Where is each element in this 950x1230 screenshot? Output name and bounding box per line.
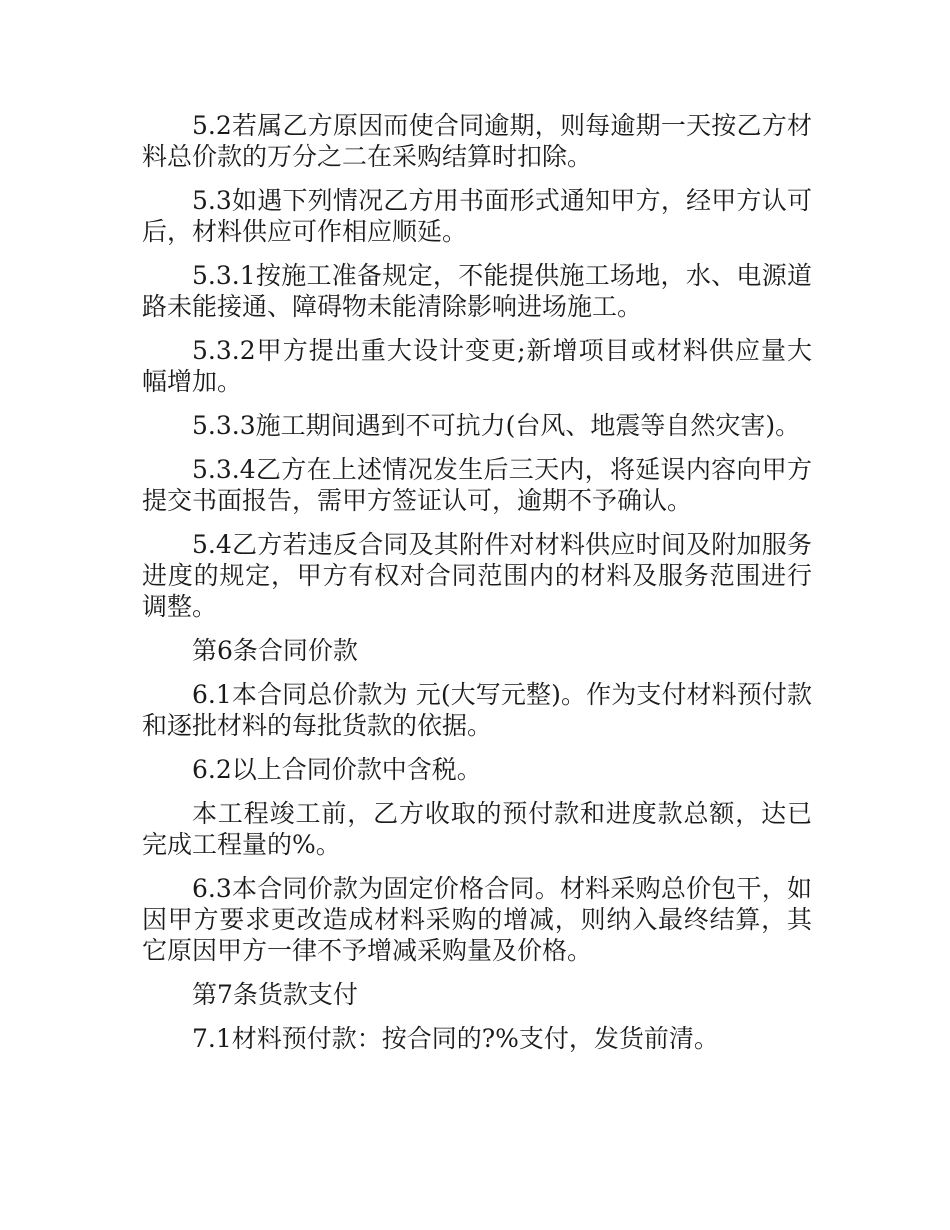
- clause-6-1: 6.1本合同总价款为 元(大写元整)。作为支付材料预付款和逐批材料的每批货款的依据。: [142, 680, 812, 740]
- clause-5-2: 5.2若属乙方原因而使合同逾期，则每逾期一天按乙方材料总价款的万分之二在采购结算时扣除。: [142, 111, 812, 171]
- article-7-heading: 第7条货款支付: [192, 980, 358, 1009]
- clause-6-3: 6.3本合同价款为固定价格合同。材料采购总价包干，如因甲方要求更改造成材料采购的增减，则纳入最终结算，其它原因甲方一律不予增减采购量及价格。: [142, 874, 812, 965]
- clause-5-3-1: 5.3.1按施工准备规定，不能提供施工场地，水、电源道路未能接通、障碍物未能清除影响进场施工。: [142, 261, 812, 321]
- clause-6-2-note: 本工程竣工前，乙方收取的预付款和进度款总额，达已完成工程量的%。: [142, 799, 812, 859]
- clause-5-3: 5.3如遇下列情况乙方用书面形式通知甲方，经甲方认可后，材料供应可作相应顺延。: [142, 186, 812, 246]
- document-body: [142, 110, 812, 1067]
- clause-5-4: 5.4乙方若违反合同及其附件对材料供应时间及附加服务进度的规定，甲方有权对合同范围内的材料及服务范围进行调整。: [142, 530, 812, 621]
- clause-5-3-3: 5.3.3施工期间遇到不可抗力(台风、地震等自然灾害)。: [192, 411, 801, 440]
- clause-7-1: 7.1材料预付款：按合同的?%支付，发货前清。: [192, 1024, 719, 1053]
- article-6-heading: 第6条合同价款: [192, 636, 358, 665]
- clause-6-2: 6.2以上合同价款中含税。: [192, 755, 482, 784]
- clause-5-3-4: 5.3.4乙方在上述情况发生后三天内，将延误内容向甲方提交书面报告，需甲方签证认可，逾期不予确认。: [142, 455, 812, 515]
- clause-5-3-2: 5.3.2甲方提出重大设计变更;新增项目或材料供应量大幅增加。: [142, 336, 812, 396]
